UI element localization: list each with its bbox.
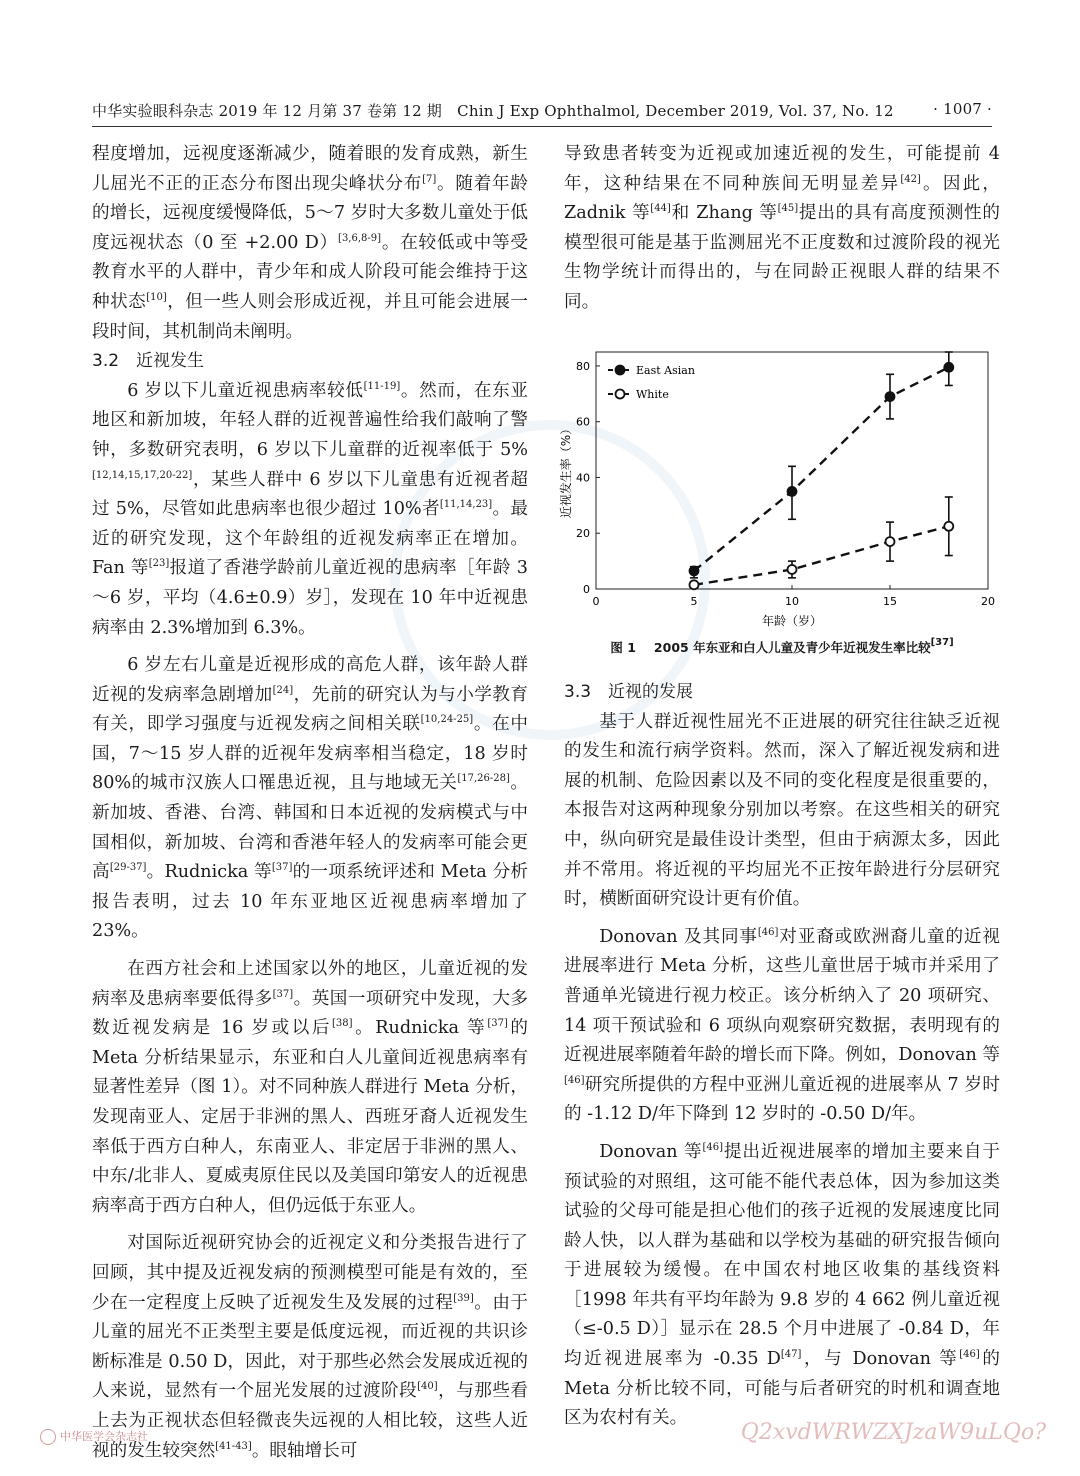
citation: [11-19] bbox=[363, 380, 401, 392]
citation: [41-43] bbox=[215, 1440, 252, 1452]
citation: [46] bbox=[757, 926, 779, 938]
section-heading-3-3: 3.3 近视的发展 bbox=[564, 682, 694, 702]
data-point bbox=[944, 522, 953, 531]
text-span: 报道了香港学龄前儿童近视的患病率［年龄 3～6 岁，平均（4.6±0.9）岁］，发现在 10 年中近视患病率由 2.3%增加到 6.3%。 bbox=[92, 558, 528, 638]
publisher-logo bbox=[40, 1428, 148, 1448]
text-span: 程度增加，远视度逐渐减少，随着眼的发育成熟，新生儿屈光不正的正态分布图出现尖峰状分布 bbox=[92, 144, 528, 194]
text-span: 6 岁左右儿童是近视形成的高危人群，该年龄人群近视的发病率急剧增加 bbox=[92, 655, 528, 705]
paragraph bbox=[92, 651, 528, 947]
paragraph bbox=[564, 923, 1000, 1130]
paragraph bbox=[92, 140, 528, 347]
citation: [37] bbox=[272, 988, 294, 1000]
data-point bbox=[690, 566, 699, 575]
citation: [23] bbox=[148, 558, 170, 570]
text-span: ，但一些人则会形成近视，并且可能会进展一段时间，其机制尚未阐明。 bbox=[92, 291, 528, 342]
text-span: 导致患者转变为近视或加速近视的发生，可能提前 4 年，这种结果在不同种族间无明显差异 bbox=[564, 144, 1000, 194]
series-line-white bbox=[694, 526, 949, 585]
text-span: 和 Zhang 等 bbox=[670, 203, 778, 224]
text-span: 。在较低或中等受教育水平的人群中，青少年和成人阶段可能会维持于这种状态 bbox=[92, 232, 528, 312]
text-span: Donovan 及其同事 bbox=[599, 926, 758, 947]
text-span: 的 Meta 分析结果显示，东亚和白人儿童间近视患病率有显著性差异（图 1）。对不同种族人群进行 Meta 分析，发现南亚人、定居于非洲的黑人、西班牙裔人近视发生率低于西方白种人，东南亚人、非定居于非洲的黑人、中东/北非人、夏威夷原住民以及美国印第安人的近视患病率高于西方白种人，但仍远低于东亚人。 bbox=[92, 1018, 528, 1216]
text-span: 的 Meta 分析比较不同，可能与后者研究的时机和调查地区为农村有关。 bbox=[564, 1349, 1000, 1429]
right-column-bottom bbox=[564, 678, 1000, 1434]
data-point bbox=[690, 580, 699, 589]
text-span: 提出近视进展率的增加主要来自于预试验的对照组，这可能不能代表总体，因为参加这类试验的父母可能是担心他们的孩子近视的发展速度比同龄人快，以人群为基础和以学校为基础的研究报告倾向于进展较为缓慢。在中国农村地区收集的基线资料［1998 年共有平均年龄为 9.8 岁的 4 662 例儿童近视（≤-0.5 D）］显示在 28.5 个月中进展了 -0.84 D，年均近视进展率为 -0.35 D bbox=[564, 1141, 1000, 1370]
text-span: 。新加坡、香港、台湾、韩国和日本近视的发病模式与中国相似，新加坡、台湾和香港年轻人的发病率可能会更高 bbox=[92, 773, 528, 883]
citation: [3,6,8-9] bbox=[338, 232, 382, 244]
series-line-east-asian bbox=[694, 367, 949, 571]
text-span: 。Rudnicka 等 bbox=[146, 862, 272, 883]
publisher-seal-icon bbox=[40, 1429, 56, 1445]
journal-citation: 中华实验眼科杂志 2019 年 12 月第 37 卷第 12 期 Chin J Exp Ophthalmol, December 2019, Vol. 37, No. 12 bbox=[92, 102, 894, 120]
citation: [10,24-25] bbox=[420, 714, 474, 726]
text-span: 。最近的研究发现，这个年龄组的近视发病率正在增加。Fan 等 bbox=[92, 499, 528, 579]
citation: [37] bbox=[271, 862, 293, 874]
citation: [7] bbox=[422, 173, 437, 185]
citation: [29-37] bbox=[109, 862, 147, 874]
text-span: ，与那些看上去为正视状态但轻微丧失远视的人相比较，这些人近视的发生较突然 bbox=[92, 1381, 528, 1461]
citation: [46] bbox=[959, 1349, 980, 1361]
data-point bbox=[788, 487, 797, 496]
citation: [39] bbox=[453, 1292, 474, 1304]
text-span: 。在中国，7～15 岁人群的近视年发病率相当稳定，18 岁时 80%的城市汉族人口罹患近视，且与地域无关 bbox=[92, 714, 528, 794]
x-tick-label: 15 bbox=[883, 595, 897, 608]
paragraph bbox=[92, 955, 528, 1221]
x-tick-label: 10 bbox=[785, 595, 799, 608]
citation: [46] bbox=[702, 1141, 724, 1153]
citation: [42] bbox=[900, 173, 921, 185]
header-rule bbox=[92, 126, 992, 127]
legend-marker bbox=[616, 390, 625, 399]
legend-label: East Asian bbox=[636, 364, 695, 377]
figure-1 bbox=[559, 338, 1000, 664]
citation: [47] bbox=[780, 1349, 802, 1361]
legend-label: White bbox=[636, 388, 669, 401]
text-span: 6 岁以下儿童近视患病率较低 bbox=[127, 380, 364, 401]
y-axis-label: 近视发生率（%） bbox=[559, 422, 573, 519]
publisher-name: 中华医学会杂志社 bbox=[60, 1430, 148, 1443]
text-span: 对国际近视研究协会的近视定义和分类报告进行了回顾，其中提及近视发病的预测模型可能是有效的，至少在一定程度上反映了近视发生及发展的过程 bbox=[92, 1233, 528, 1313]
figure-title: 2005 年东亚和白人儿童及青少年近视发生率比较 bbox=[653, 640, 931, 655]
y-tick-label: 40 bbox=[576, 471, 590, 485]
citation: [37] bbox=[487, 1018, 508, 1030]
citation: [12,14,15,17,20-22] bbox=[92, 469, 193, 481]
citation: [24] bbox=[272, 684, 294, 696]
myopia-incidence-chart bbox=[559, 338, 1000, 638]
text-span: 。眼轴增长可 bbox=[251, 1440, 358, 1461]
figure-number: 图 1 bbox=[610, 640, 636, 655]
text-span: ，与 Donovan 等 bbox=[801, 1349, 960, 1370]
citation: [45] bbox=[777, 203, 799, 215]
data-point bbox=[944, 363, 953, 372]
text-span: Donovan 等 bbox=[599, 1141, 703, 1162]
left-column bbox=[92, 140, 528, 1466]
y-tick-label: 20 bbox=[576, 527, 590, 541]
x-tick-label: 0 bbox=[592, 595, 600, 608]
text-span: 在西方社会和上述国家以外的地区，儿童近视的发病率及患病率要低得多 bbox=[92, 959, 528, 1009]
right-column-top bbox=[564, 140, 1000, 318]
text-span: 对亚裔或欧洲裔儿童的近视进展率进行 Meta 分析，这些儿童世居于城市并采用了普通单光镜进行视力校正。该分析纳入了 20 项研究、14 项干预试验和 6 项纵向观察研究数据，表明现有的近视进展率随着年龄的增长而下降。例如，Donovan 等 bbox=[564, 926, 1000, 1066]
text-span: 。Rudnicka 等 bbox=[352, 1018, 488, 1039]
paragraph: 基于人群近视性屈光不正进展的研究往往缺乏近视的发生和流行病学资料。然而，深入了解近视发病和进展的机制、危险因素以及不同的变化程度是很重要的，本报告对这两种现象分别加以考察。在这些相关的研究中，纵向研究是最佳设计类型，但由于病源太多，因此并不常用。将近视的平均屈光不正按年龄进行分层研究时，横断面研究设计更有价值。 bbox=[564, 711, 1000, 910]
text-span: 的一项系统评述和 Meta 分析报告表明，过去 10 年东亚地区近视患病率增加了 23%。 bbox=[92, 862, 528, 942]
text-span: 。随着年龄的增长，远视度缓慢降低，5～7 岁时大多数儿童处于低度远视状态（0 至 +2.00 D） bbox=[92, 173, 528, 253]
paragraph bbox=[92, 1229, 528, 1466]
figure-citation: [37] bbox=[930, 637, 954, 648]
text-span: 。因此，Zadnik 等 bbox=[564, 173, 1000, 224]
text-span: 研究所提供的方程中亚洲儿童近视的进展率从 7 岁时的 -1.12 D/年下降到 12 岁时的 -0.50 D/年。 bbox=[564, 1074, 1000, 1125]
citation: [17,26-28] bbox=[457, 773, 510, 785]
page-number: · 1007 · bbox=[933, 100, 992, 118]
citation: [44] bbox=[650, 203, 671, 215]
watermark-code: Q2xvdWRWZXJzaW9uLQo? bbox=[740, 1420, 1046, 1445]
text-span: ，先前的研究认为与小学教育有关，即学习强度与近视发病之间相关联 bbox=[92, 684, 528, 735]
citation: [10] bbox=[146, 291, 167, 303]
text-span: 。英国一项研究中发现，大多数近视发病是 16 岁或以后 bbox=[92, 988, 528, 1039]
paragraph bbox=[92, 377, 528, 643]
section-heading-3-2: 3.2 近视发生 bbox=[92, 351, 205, 372]
legend-marker bbox=[616, 366, 625, 375]
data-point bbox=[886, 537, 895, 546]
data-point bbox=[788, 565, 797, 574]
data-point bbox=[886, 392, 895, 401]
x-tick-label: 20 bbox=[981, 595, 995, 608]
text-span: ，某些人群中 6 岁以下儿童患有近视者超过 5%，尽管如此患病率也很少超过 10%者 bbox=[92, 469, 528, 520]
text-span: 。然而，在东亚地区和新加坡，年轻人群的近视普遍性给我们敲响了警钟，多数研究表明，6 岁以下儿童群的近视率低于 5% bbox=[92, 380, 528, 460]
text-span: 。由于儿童的屈光不正类型主要是低度远视，而近视的共识诊断标准是 0.50 D，因此，对于那些必然会发展成近视的人来说，显然有一个屈光发展的过渡阶段 bbox=[92, 1292, 528, 1402]
paragraph bbox=[564, 1138, 1000, 1434]
citation: [38] bbox=[332, 1018, 353, 1030]
running-header bbox=[92, 100, 992, 122]
y-tick-label: 60 bbox=[576, 415, 590, 429]
citation: [11,14,23] bbox=[439, 499, 493, 511]
y-tick-label: 80 bbox=[576, 359, 590, 373]
figure-caption bbox=[564, 638, 1000, 656]
text-span: 提出的具有高度预测性的模型很可能是基于监测屈光不正度数和过渡阶段的视光生物学统计而得出的，与在同龄正视眼人群的结果不同。 bbox=[564, 203, 1000, 312]
x-axis-label: 年龄（岁） bbox=[761, 614, 823, 628]
citation: [40] bbox=[417, 1381, 438, 1393]
y-tick-label: 0 bbox=[583, 583, 590, 596]
citation: [46] bbox=[564, 1074, 585, 1086]
paragraph bbox=[564, 140, 1000, 318]
x-tick-label: 5 bbox=[690, 595, 698, 608]
